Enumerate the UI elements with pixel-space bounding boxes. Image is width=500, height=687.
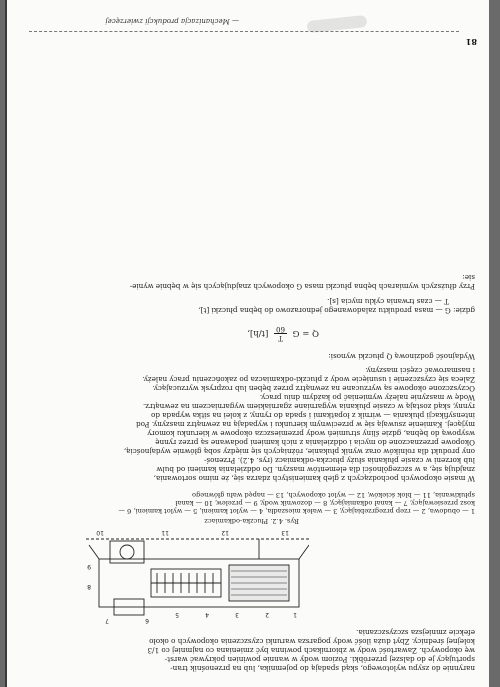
efficiency-heading: Wydajność godzinową Q płuczki wynosi: bbox=[328, 352, 475, 361]
text-line: Okopowe przeznaczone do mycia i oddzielania z nich kamieni podawane są przez rynnę bbox=[155, 438, 475, 447]
formula-numerator: T bbox=[274, 333, 287, 342]
text-line: kolejnej średnicy. Zbyt duża ilość wody pogarsza warunki czyszczenia okopowych o około bbox=[149, 637, 475, 646]
text-line: Przy dłuższych wymiarach bębna płuczki masa G okopowych znajdujących się w bębnie wynie- bbox=[129, 282, 475, 291]
page-number: 81 bbox=[465, 37, 477, 47]
washer-destoner-figure bbox=[79, 529, 309, 625]
svg-text:4: 4 bbox=[205, 611, 209, 618]
text-line: Zaleca się czyszczenie i usunięcie wody z płuczki-odkamiacza po zakończeniu pracy należy. bbox=[142, 375, 475, 384]
text-line: znajdują się, a w szczególności dla elementów maszyn. Do oddzielania kamieni od bulw bbox=[156, 465, 475, 474]
formula-unit: [t/h], bbox=[247, 328, 269, 338]
formula-fraction bbox=[274, 325, 287, 342]
svg-text:7: 7 bbox=[105, 617, 109, 624]
text-line: i nasmarować części maszyny. bbox=[365, 366, 475, 375]
text-line: sie: bbox=[462, 273, 475, 282]
formula-left: Q = G bbox=[292, 328, 319, 338]
footer-rule bbox=[29, 31, 459, 32]
text-line: efekcie zmniejsza szczyszczania. bbox=[356, 628, 475, 637]
text-line: myjącej. Kamienie zsuwają się w przeciwnym kierunku i wypadają na zewnątrz maszyny. Pod bbox=[136, 420, 475, 429]
text-line: rynny, skąd zostają w czasie płukania wygarniane zgarniakiem wygarniaczem na zewnątrz. bbox=[142, 402, 475, 411]
text-line: wę okopowych. Zawartość wody w zbiornikach powinna być zmieniana co najmniej co 1/3 bbox=[147, 646, 475, 655]
book-page bbox=[5, 0, 489, 687]
support-leg bbox=[89, 545, 99, 559]
formula-denominator: 60 bbox=[276, 325, 285, 333]
text-line: Oczyszczone okopowe są wyrzucane na zewnątrz przez bęben lub rozprysk wyrzucający. bbox=[152, 384, 475, 393]
text-line: ony produkt dla rolników oraz wynik płukanie, różniących się między sobą głównie wydajnością, bbox=[123, 447, 475, 456]
figure-legend-line: 1 — obudowa, 2 — rzep przegrzebiający, 3 — wałek mieszadła, 4 — wylot kamieni, 5 — wylot kamieni, 6 — bbox=[118, 507, 475, 515]
figure-legend-line: kosz przesiewający, 7 — kanał odkamiający, 8 — dozownik wody, 9 — przelew, 10 — kanał bbox=[175, 499, 475, 507]
svg-text:13: 13 bbox=[281, 529, 289, 536]
svg-text:3: 3 bbox=[235, 611, 239, 618]
svg-text:10: 10 bbox=[96, 529, 104, 536]
support-leg bbox=[299, 545, 309, 559]
svg-text:2: 2 bbox=[265, 611, 269, 618]
svg-text:12: 12 bbox=[221, 529, 229, 536]
figure-legend-line: spłukiwania, 11 — blok ścieków, 12 — wylot okopowych, 13 — napęd wału głównego bbox=[192, 491, 475, 499]
drive-housing bbox=[110, 541, 144, 563]
text-line: narynnie do zsypu wylotowego, skąd spadają do pojemnika, lub na przenośnik tran- bbox=[170, 664, 475, 673]
svg-text:11: 11 bbox=[161, 529, 169, 536]
where-line: T — czas trwania cyklu mycia [s]. bbox=[327, 297, 449, 306]
text-line: intensyfikacji płukania — wirnik z łopatkami i spada do rynny, z kolei na sitka wypada do bbox=[151, 411, 475, 420]
text-line: wsypową do bębna, gdzie śliny strumień wody przemieszcza okopowe w kierunku komory bbox=[147, 429, 475, 438]
svg-text:5: 5 bbox=[175, 611, 179, 618]
text-line: sportujący je do dalszej przeróbki. Poziom wody w wannie powinien pokrywać warst- bbox=[164, 655, 475, 664]
svg-text:8: 8 bbox=[87, 583, 91, 590]
drive-pulley bbox=[120, 545, 134, 559]
text-line: lub korzeni w czasie płukania służy płuczka-odkamiacz (rys. 4.2). Przenoś- bbox=[204, 456, 475, 465]
rotated-page-content bbox=[7, 0, 489, 687]
formula bbox=[247, 325, 319, 342]
svg-text:9: 9 bbox=[87, 563, 91, 570]
svg-text:1: 1 bbox=[293, 611, 297, 618]
text-line: W masie okopowych pochodzących z gleb kamienistych zdarza się, że mimo sortowania, bbox=[153, 474, 475, 483]
svg-text:6: 6 bbox=[145, 617, 149, 624]
where-line: gdzie: G — masa produktu zaladowanego jednorazowo do bębna płuczki [t], bbox=[198, 306, 475, 315]
running-head: — Mechanizacja produkcji zwierzęcej bbox=[105, 17, 239, 25]
text-line: Wodę w maszynie należy wymieniać po każdym dniu pracy. bbox=[259, 393, 475, 402]
figure-caption: Rys. 4.2. Płuczka-odkamiacz bbox=[204, 517, 299, 525]
